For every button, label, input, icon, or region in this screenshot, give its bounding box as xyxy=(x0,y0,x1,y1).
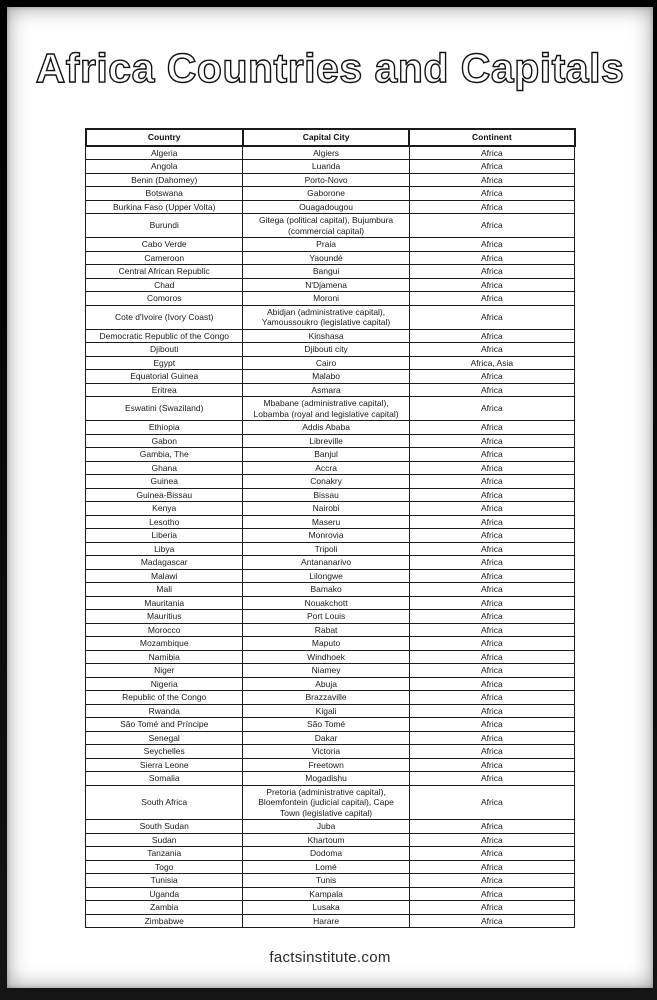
country-cell: Gabon xyxy=(86,434,243,448)
capital-cell: Mbabane (administrative capital), Lobamba (royal and legislative capital) xyxy=(243,397,409,421)
table-row xyxy=(86,691,575,705)
country-cell: Zambia xyxy=(86,901,243,915)
table-row xyxy=(86,160,575,174)
table-row xyxy=(86,914,575,928)
continent-cell: Africa xyxy=(409,421,574,435)
continent-cell: Africa xyxy=(409,214,574,238)
country-cell: South Africa xyxy=(86,785,243,820)
country-cell: Burkina Faso (Upper Volta) xyxy=(86,200,243,214)
continent-cell: Africa xyxy=(409,160,574,174)
capital-cell: Victoria xyxy=(243,745,409,759)
table-row xyxy=(86,278,575,292)
continent-cell: Africa xyxy=(409,488,574,502)
table-row xyxy=(86,731,575,745)
country-cell: Guinea xyxy=(86,475,243,489)
country-cell: Gambia, The xyxy=(86,448,243,462)
capital-cell: Libreville xyxy=(243,434,409,448)
country-cell: Botswana xyxy=(86,187,243,201)
table-row xyxy=(86,475,575,489)
continent-cell: Africa xyxy=(409,556,574,570)
table-row xyxy=(86,820,575,834)
table-row xyxy=(86,200,575,214)
country-cell: Sudan xyxy=(86,833,243,847)
capital-cell: Harare xyxy=(243,914,409,928)
capital-cell: Kinshasa xyxy=(243,329,409,343)
column-header-country: Country xyxy=(86,129,243,146)
table-row xyxy=(86,901,575,915)
table-row xyxy=(86,887,575,901)
continent-cell: Africa xyxy=(409,623,574,637)
country-cell: Tunisia xyxy=(86,874,243,888)
capital-cell: Gitega (political capital), Bujumbura (commercial capital) xyxy=(243,214,409,238)
capital-cell: Malabo xyxy=(243,370,409,384)
country-cell: São Tomé and Príncipe xyxy=(86,718,243,732)
table-row xyxy=(86,173,575,187)
continent-cell: Africa xyxy=(409,833,574,847)
country-cell: Eritrea xyxy=(86,383,243,397)
capital-cell: Djibouti city xyxy=(243,343,409,357)
table-row xyxy=(86,637,575,651)
capital-cell: Abuja xyxy=(243,677,409,691)
capital-cell: Asmara xyxy=(243,383,409,397)
capital-cell: Port Louis xyxy=(243,610,409,624)
capital-cell: Lomé xyxy=(243,860,409,874)
continent-cell: Africa xyxy=(409,610,574,624)
table-row xyxy=(86,238,575,252)
table-row xyxy=(86,745,575,759)
table-row xyxy=(86,383,575,397)
continent-cell: Africa xyxy=(409,529,574,543)
country-cell: Kenya xyxy=(86,502,243,516)
continent-cell: Africa xyxy=(409,187,574,201)
capital-cell: Niamey xyxy=(243,664,409,678)
capital-cell: Banjul xyxy=(243,448,409,462)
capital-cell: Bissau xyxy=(243,488,409,502)
country-cell: Uganda xyxy=(86,887,243,901)
country-cell: Ethiopia xyxy=(86,421,243,435)
continent-cell: Africa xyxy=(409,847,574,861)
country-cell: Senegal xyxy=(86,731,243,745)
table-row xyxy=(86,874,575,888)
table-row xyxy=(86,502,575,516)
table-row xyxy=(86,448,575,462)
table-row xyxy=(86,515,575,529)
capital-cell: Conakry xyxy=(243,475,409,489)
table-header-row xyxy=(86,129,575,146)
continent-cell: Africa xyxy=(409,785,574,820)
continent-cell: Africa xyxy=(409,475,574,489)
country-cell: Egypt xyxy=(86,356,243,370)
country-cell: Somalia xyxy=(86,772,243,786)
table-row xyxy=(86,305,575,329)
capital-cell: Ouagadougou xyxy=(243,200,409,214)
continent-cell: Africa xyxy=(409,461,574,475)
country-cell: Seychelles xyxy=(86,745,243,759)
capital-cell: Antananarivo xyxy=(243,556,409,570)
table-row xyxy=(86,187,575,201)
capital-cell: Addis Ababa xyxy=(243,421,409,435)
country-cell: Angola xyxy=(86,160,243,174)
continent-cell: Africa xyxy=(409,569,574,583)
country-cell: Algeria xyxy=(86,146,243,160)
country-cell: Equatorial Guinea xyxy=(86,370,243,384)
country-cell: Mozambique xyxy=(86,637,243,651)
continent-cell: Africa xyxy=(409,583,574,597)
continent-cell: Africa xyxy=(409,860,574,874)
table-row xyxy=(86,529,575,543)
continent-cell: Africa xyxy=(409,772,574,786)
continent-cell: Africa xyxy=(409,329,574,343)
continent-cell: Africa xyxy=(409,278,574,292)
countries-capitals-table xyxy=(85,128,576,928)
continent-cell: Africa xyxy=(409,305,574,329)
table-row xyxy=(86,542,575,556)
capital-cell: Lusaka xyxy=(243,901,409,915)
capital-cell: Maseru xyxy=(243,515,409,529)
table-row xyxy=(86,397,575,421)
capital-cell: Nairobi xyxy=(243,502,409,516)
table-row xyxy=(86,847,575,861)
continent-cell: Africa xyxy=(409,542,574,556)
continent-cell: Africa xyxy=(409,251,574,265)
table-row xyxy=(86,214,575,238)
continent-cell: Africa xyxy=(409,887,574,901)
continent-cell: Africa xyxy=(409,434,574,448)
table-row xyxy=(86,265,575,279)
continent-cell: Africa xyxy=(409,383,574,397)
capital-cell: Maputo xyxy=(243,637,409,651)
table-row xyxy=(86,610,575,624)
capital-cell: Cairo xyxy=(243,356,409,370)
capital-cell: Abidjan (administrative capital), Yamoussoukro (legislative capital) xyxy=(243,305,409,329)
table-row xyxy=(86,596,575,610)
table-row xyxy=(86,650,575,664)
continent-cell: Africa xyxy=(409,343,574,357)
country-cell: Ghana xyxy=(86,461,243,475)
continent-cell: Africa xyxy=(409,650,574,664)
continent-cell: Africa xyxy=(409,677,574,691)
continent-cell: Africa xyxy=(409,292,574,306)
continent-cell: Africa xyxy=(409,758,574,772)
capital-cell: Luanda xyxy=(243,160,409,174)
continent-cell: Africa xyxy=(409,914,574,928)
table-row xyxy=(86,356,575,370)
capital-cell: Brazzaville xyxy=(243,691,409,705)
continent-cell: Africa xyxy=(409,704,574,718)
capital-cell: Dakar xyxy=(243,731,409,745)
table-row xyxy=(86,434,575,448)
capital-cell: Juba xyxy=(243,820,409,834)
capital-cell: Bangui xyxy=(243,265,409,279)
country-cell: Guinea-Bissau xyxy=(86,488,243,502)
table-row xyxy=(86,146,575,160)
continent-cell: Africa xyxy=(409,173,574,187)
table-row xyxy=(86,329,575,343)
continent-cell: Africa xyxy=(409,265,574,279)
table-row xyxy=(86,772,575,786)
continent-cell: Africa xyxy=(409,146,574,160)
table-row xyxy=(86,461,575,475)
country-cell: Liberia xyxy=(86,529,243,543)
capital-cell: Praia xyxy=(243,238,409,252)
table-row xyxy=(86,421,575,435)
capital-cell: Kampala xyxy=(243,887,409,901)
capital-cell: Pretoria (administrative capital), Bloemfontein (judicial capital), Cape Town (legislative capital) xyxy=(243,785,409,820)
country-cell: Eswatini (Swaziland) xyxy=(86,397,243,421)
capital-cell: Windhoek xyxy=(243,650,409,664)
continent-cell: Africa xyxy=(409,637,574,651)
continent-cell: Africa xyxy=(409,502,574,516)
capital-cell: Yaoundé xyxy=(243,251,409,265)
table-row xyxy=(86,370,575,384)
table-row xyxy=(86,677,575,691)
continent-cell: Africa xyxy=(409,397,574,421)
continent-cell: Africa xyxy=(409,874,574,888)
country-cell: Burundi xyxy=(86,214,243,238)
continent-cell: Africa xyxy=(409,745,574,759)
country-cell: Libya xyxy=(86,542,243,556)
capital-cell: Dodoma xyxy=(243,847,409,861)
continent-cell: Africa xyxy=(409,664,574,678)
table-row xyxy=(86,569,575,583)
continent-cell: Africa xyxy=(409,901,574,915)
table-row xyxy=(86,583,575,597)
country-cell: Lesotho xyxy=(86,515,243,529)
capital-cell: Algiers xyxy=(243,146,409,160)
page-title: Africa Countries and Capitals xyxy=(35,45,625,91)
country-cell: Tanzania xyxy=(86,847,243,861)
capital-cell: Tripoli xyxy=(243,542,409,556)
continent-cell: Africa xyxy=(409,515,574,529)
table-row xyxy=(86,664,575,678)
column-header-continent: Continent xyxy=(409,129,574,146)
country-cell: Republic of the Congo xyxy=(86,691,243,705)
continent-cell: Africa xyxy=(409,731,574,745)
country-cell: Chad xyxy=(86,278,243,292)
capital-cell: Rabat xyxy=(243,623,409,637)
capital-cell: Freetown xyxy=(243,758,409,772)
country-cell: Namibia xyxy=(86,650,243,664)
country-cell: Djibouti xyxy=(86,343,243,357)
capital-cell: N'Djamena xyxy=(243,278,409,292)
country-cell: Togo xyxy=(86,860,243,874)
continent-cell: Africa xyxy=(409,200,574,214)
table-row xyxy=(86,623,575,637)
continent-cell: Africa xyxy=(409,370,574,384)
capital-cell: Accra xyxy=(243,461,409,475)
capital-cell: São Tomé xyxy=(243,718,409,732)
continent-cell: Africa xyxy=(409,596,574,610)
country-cell: Sierra Leone xyxy=(86,758,243,772)
document-page xyxy=(7,7,653,988)
country-cell: Cabo Verde xyxy=(86,238,243,252)
continent-cell: Africa xyxy=(409,820,574,834)
table-row xyxy=(86,704,575,718)
country-cell: Morocco xyxy=(86,623,243,637)
table-row xyxy=(86,292,575,306)
table-row xyxy=(86,556,575,570)
capital-cell: Bamako xyxy=(243,583,409,597)
table-row xyxy=(86,488,575,502)
country-cell: Cameroon xyxy=(86,251,243,265)
table-row xyxy=(86,718,575,732)
table-row xyxy=(86,785,575,820)
country-cell: Mauritania xyxy=(86,596,243,610)
table-row xyxy=(86,833,575,847)
country-cell: Rwanda xyxy=(86,704,243,718)
country-cell: Mauritius xyxy=(86,610,243,624)
country-cell: Comoros xyxy=(86,292,243,306)
capital-cell: Tunis xyxy=(243,874,409,888)
table-row xyxy=(86,251,575,265)
continent-cell: Africa xyxy=(409,718,574,732)
country-cell: Malawi xyxy=(86,569,243,583)
country-cell: Madagascar xyxy=(86,556,243,570)
country-cell: Nigeria xyxy=(86,677,243,691)
continent-cell: Africa xyxy=(409,448,574,462)
capital-cell: Lilongwe xyxy=(243,569,409,583)
table-row xyxy=(86,343,575,357)
country-cell: Central African Republic xyxy=(86,265,243,279)
country-cell: South Sudan xyxy=(86,820,243,834)
capital-cell: Gaborone xyxy=(243,187,409,201)
capital-cell: Kigali xyxy=(243,704,409,718)
country-cell: Democratic Republic of the Congo xyxy=(86,329,243,343)
country-cell: Zimbabwe xyxy=(86,914,243,928)
capital-cell: Khartoum xyxy=(243,833,409,847)
footer-text: factsinstitute.com xyxy=(269,949,391,966)
continent-cell: Africa xyxy=(409,238,574,252)
continent-cell: Africa xyxy=(409,691,574,705)
capital-cell: Mogadishu xyxy=(243,772,409,786)
countries-table-container xyxy=(85,128,576,928)
country-cell: Cote d'Ivoire (Ivory Coast) xyxy=(86,305,243,329)
continent-cell: Africa, Asia xyxy=(409,356,574,370)
capital-cell: Porto-Novo xyxy=(243,173,409,187)
table-body xyxy=(86,146,575,928)
table-row xyxy=(86,860,575,874)
column-header-capital-city: Capital City xyxy=(243,129,409,146)
capital-cell: Moroni xyxy=(243,292,409,306)
country-cell: Benin (Dahomey) xyxy=(86,173,243,187)
capital-cell: Nouakchott xyxy=(243,596,409,610)
country-cell: Niger xyxy=(86,664,243,678)
table-row xyxy=(86,758,575,772)
country-cell: Mali xyxy=(86,583,243,597)
capital-cell: Monrovia xyxy=(243,529,409,543)
